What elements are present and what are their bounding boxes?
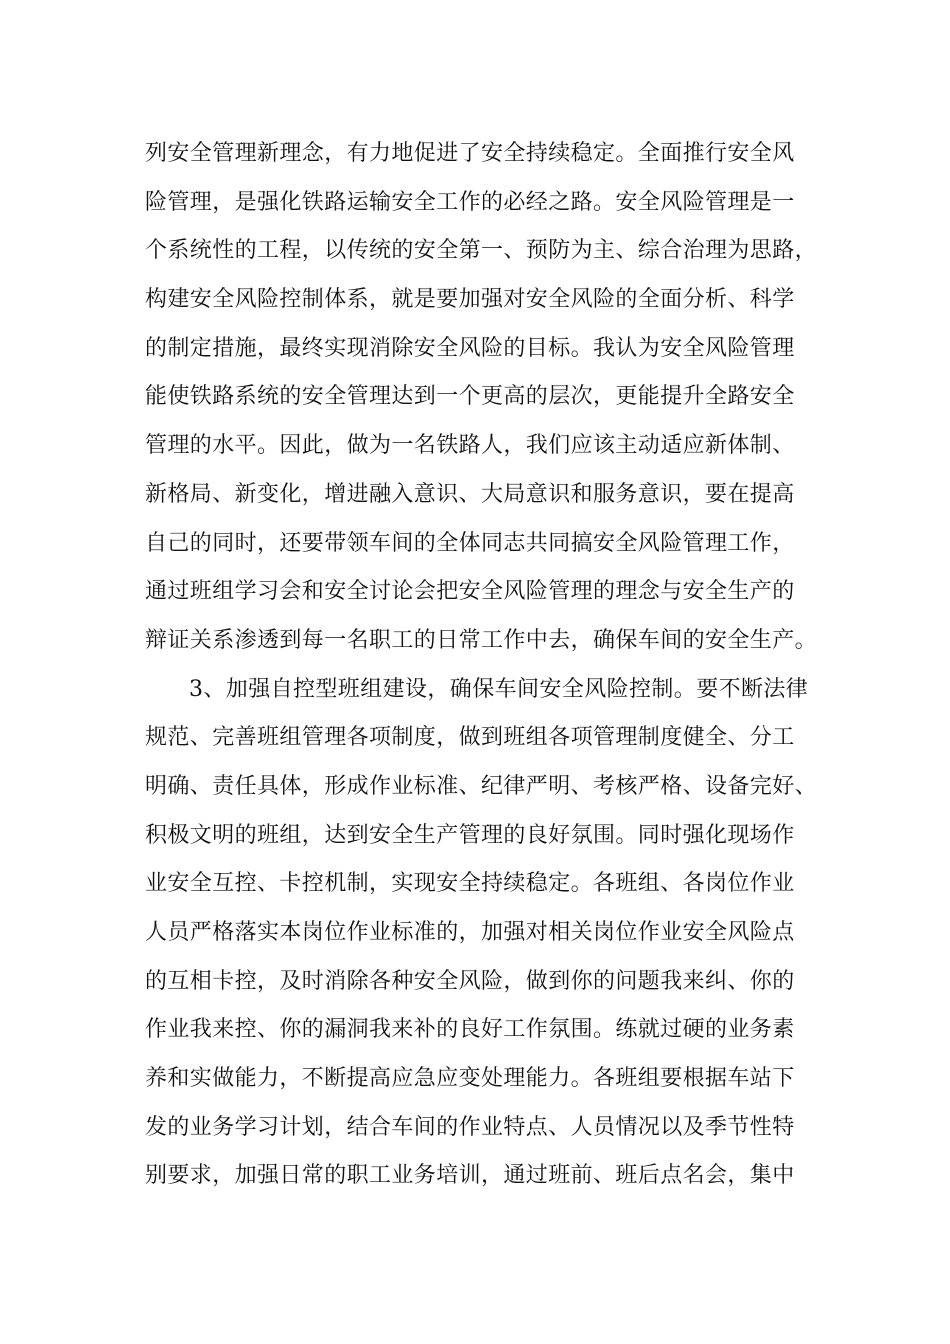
text-line: 自己的同时，还要带领车间的全体同志共同搞安全风险管理工作， xyxy=(145,530,795,556)
text-line: 辩证关系渗透到每一名职工的日常工作中去，确保车间的安全生产。 xyxy=(145,627,818,653)
text-line: 的制定措施，最终实现消除安全风险的目标。我认为安全风险管理 xyxy=(145,335,795,361)
body-text xyxy=(145,130,825,1201)
text-line: 新格局、新变化，增进融入意识、大局意识和服务意识，要在提高 xyxy=(145,481,795,507)
text-line: 个系统性的工程，以传统的安全第一、预防为主、综合治理为思路， xyxy=(145,238,818,264)
text-line: 的互相卡控，及时消除各种安全风险，做到你的问题我来纠、你的 xyxy=(145,968,795,994)
paragraph-start-line: 3、加强自控型班组建设，确保车间安全风险控制。要不断法律 xyxy=(189,676,809,702)
text-line: 列安全管理新理念，有力地促进了安全持续稳定。全面推行安全风 xyxy=(145,141,795,166)
text-line: 业安全互控、卡控机制，实现安全持续稳定。各班组、各岗位作业 xyxy=(145,871,795,897)
text-line: 构建安全风险控制体系，就是要加强对安全风险的全面分析、科学 xyxy=(145,287,795,313)
text-line: 通过班组学习会和安全讨论会把安全风险管理的理念与安全生产的 xyxy=(145,579,795,605)
text-line: 明确、责任具体，形成作业标准、纪律严明、考核严格、设备完好、 xyxy=(145,773,818,799)
text-line: 能使铁路系统的安全管理达到一个更高的层次，更能提升全路安全 xyxy=(145,384,795,410)
text-line: 人员严格落实本岗位作业标准的，加强对相关岗位作业安全风险点 xyxy=(145,920,795,945)
text-line: 养和实做能力，不断提高应急应变处理能力。各班组要根据车站下 xyxy=(145,1066,795,1092)
text-line: 发的业务学习计划，结合车间的作业特点、人员情况以及季节性特 xyxy=(145,1114,795,1140)
text-line: 作业我来控、你的漏洞我来补的良好工作氛围。练就过硬的业务素 xyxy=(145,1017,795,1043)
text-line: 管理的水平。因此，做为一名铁路人，我们应该主动适应新体制、 xyxy=(145,433,795,459)
text-line: 规范、完善班组管理各项制度，做到班组各项管理制度健全、分工 xyxy=(145,725,795,751)
text-line: 险管理，是强化铁路运输安全工作的必经之路。安全风险管理是一 xyxy=(145,189,795,215)
text-line: 积极文明的班组，达到安全生产管理的良好氛围。同时强化现场作 xyxy=(145,822,795,848)
text-line: 别要求，加强日常的职工业务培训，通过班前、班后点名会，集中 xyxy=(145,1163,795,1189)
